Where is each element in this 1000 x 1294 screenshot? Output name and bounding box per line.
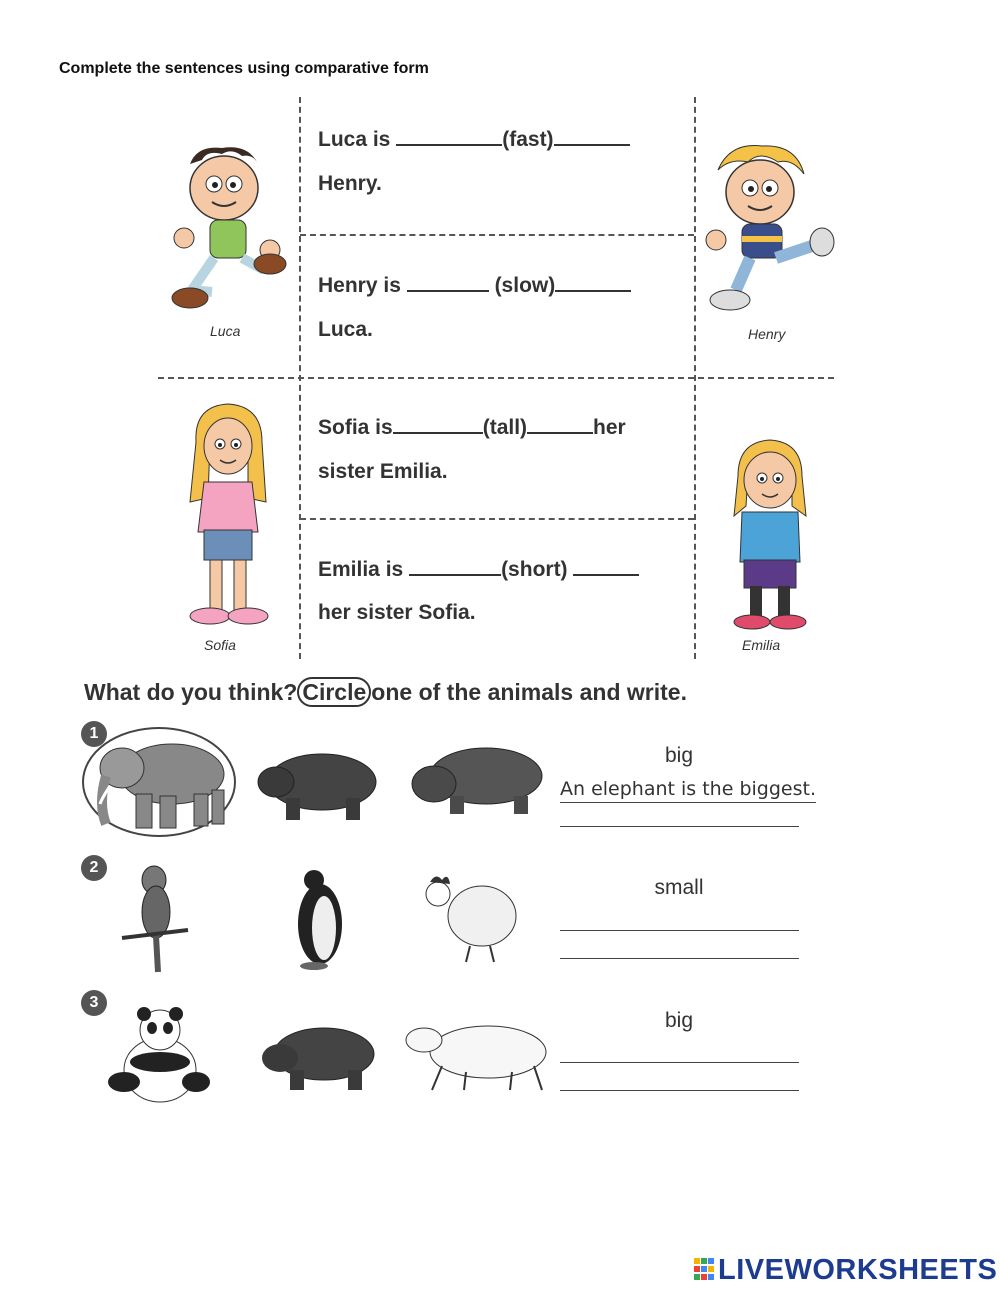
row-1-example-answer: An elephant is the biggest. [560,778,816,803]
answer-blank-4a[interactable] [409,556,501,576]
sentence-3-line-1: Sofia is (tall) her [318,416,626,439]
bear-icon[interactable] [260,1016,378,1094]
answer-blank-1b[interactable] [554,126,630,146]
row-3-number: 3 [81,990,107,1016]
answer-blank-4b[interactable] [573,556,639,576]
task2-title: What do you think? Circle one of the animals and write. [84,679,687,705]
caption-henry: Henry [748,326,786,342]
luca-figure-icon [162,140,297,320]
answer-blank-3a[interactable] [393,414,483,434]
sofia-figure-icon [178,402,278,634]
brand-logo [694,1254,997,1287]
elephant-icon[interactable] [80,724,238,840]
row-3-adjective: big [664,1009,694,1032]
sentence-2-line-2: Luca. [318,318,373,341]
caption-sofia: Sofia [204,637,236,653]
row-1-write-line[interactable] [560,826,799,827]
emilia-figure-icon [720,436,820,636]
row-2-number: 2 [81,855,107,881]
row-3-write-line-1[interactable] [560,1062,799,1063]
panda-icon[interactable] [104,1004,212,1108]
sentence-1-line-2: Henry. [318,172,382,195]
row-1-adjective: big [664,744,694,767]
row-2-adjective: small [654,876,704,899]
divider-middle [158,377,834,379]
row-3-write-line-2[interactable] [560,1090,799,1091]
bear-icon[interactable] [256,742,380,824]
row-1-number: 1 [81,721,107,747]
hen-icon[interactable] [420,870,524,966]
hippo-icon[interactable] [410,740,548,816]
row-2-write-line-1[interactable] [560,930,799,931]
answer-blank-2a[interactable] [407,272,489,292]
caption-luca: Luca [210,323,241,339]
sentence-2-line-1: Henry is (slow) [318,272,631,298]
divider-row-3 [300,518,694,520]
answer-blank-2b[interactable] [555,272,631,292]
caption-emilia: Emilia [742,637,781,653]
sentence-3-line-2: sister Emilia. [318,460,448,483]
row-2-write-line-2[interactable] [560,958,799,959]
penguin-icon[interactable] [284,866,354,970]
sentence-1-line-1: Luca is (fast) [318,126,630,152]
henry-figure-icon [700,140,840,320]
sentence-4-line-1: Emilia is (short) [318,556,639,582]
answer-blank-3b[interactable] [527,414,593,434]
divider-row-1 [300,234,694,236]
polar-bear-icon[interactable] [402,1016,552,1092]
brand-mark-icon [694,1258,714,1280]
instruction: Complete the sentences using comparative form [59,60,429,77]
parrot-icon[interactable] [118,862,190,974]
answer-blank-1a[interactable] [396,126,502,146]
sentence-4-line-2: her sister Sofia. [318,601,476,624]
brand-name: LIVEWORKSHEETS [718,1254,998,1286]
